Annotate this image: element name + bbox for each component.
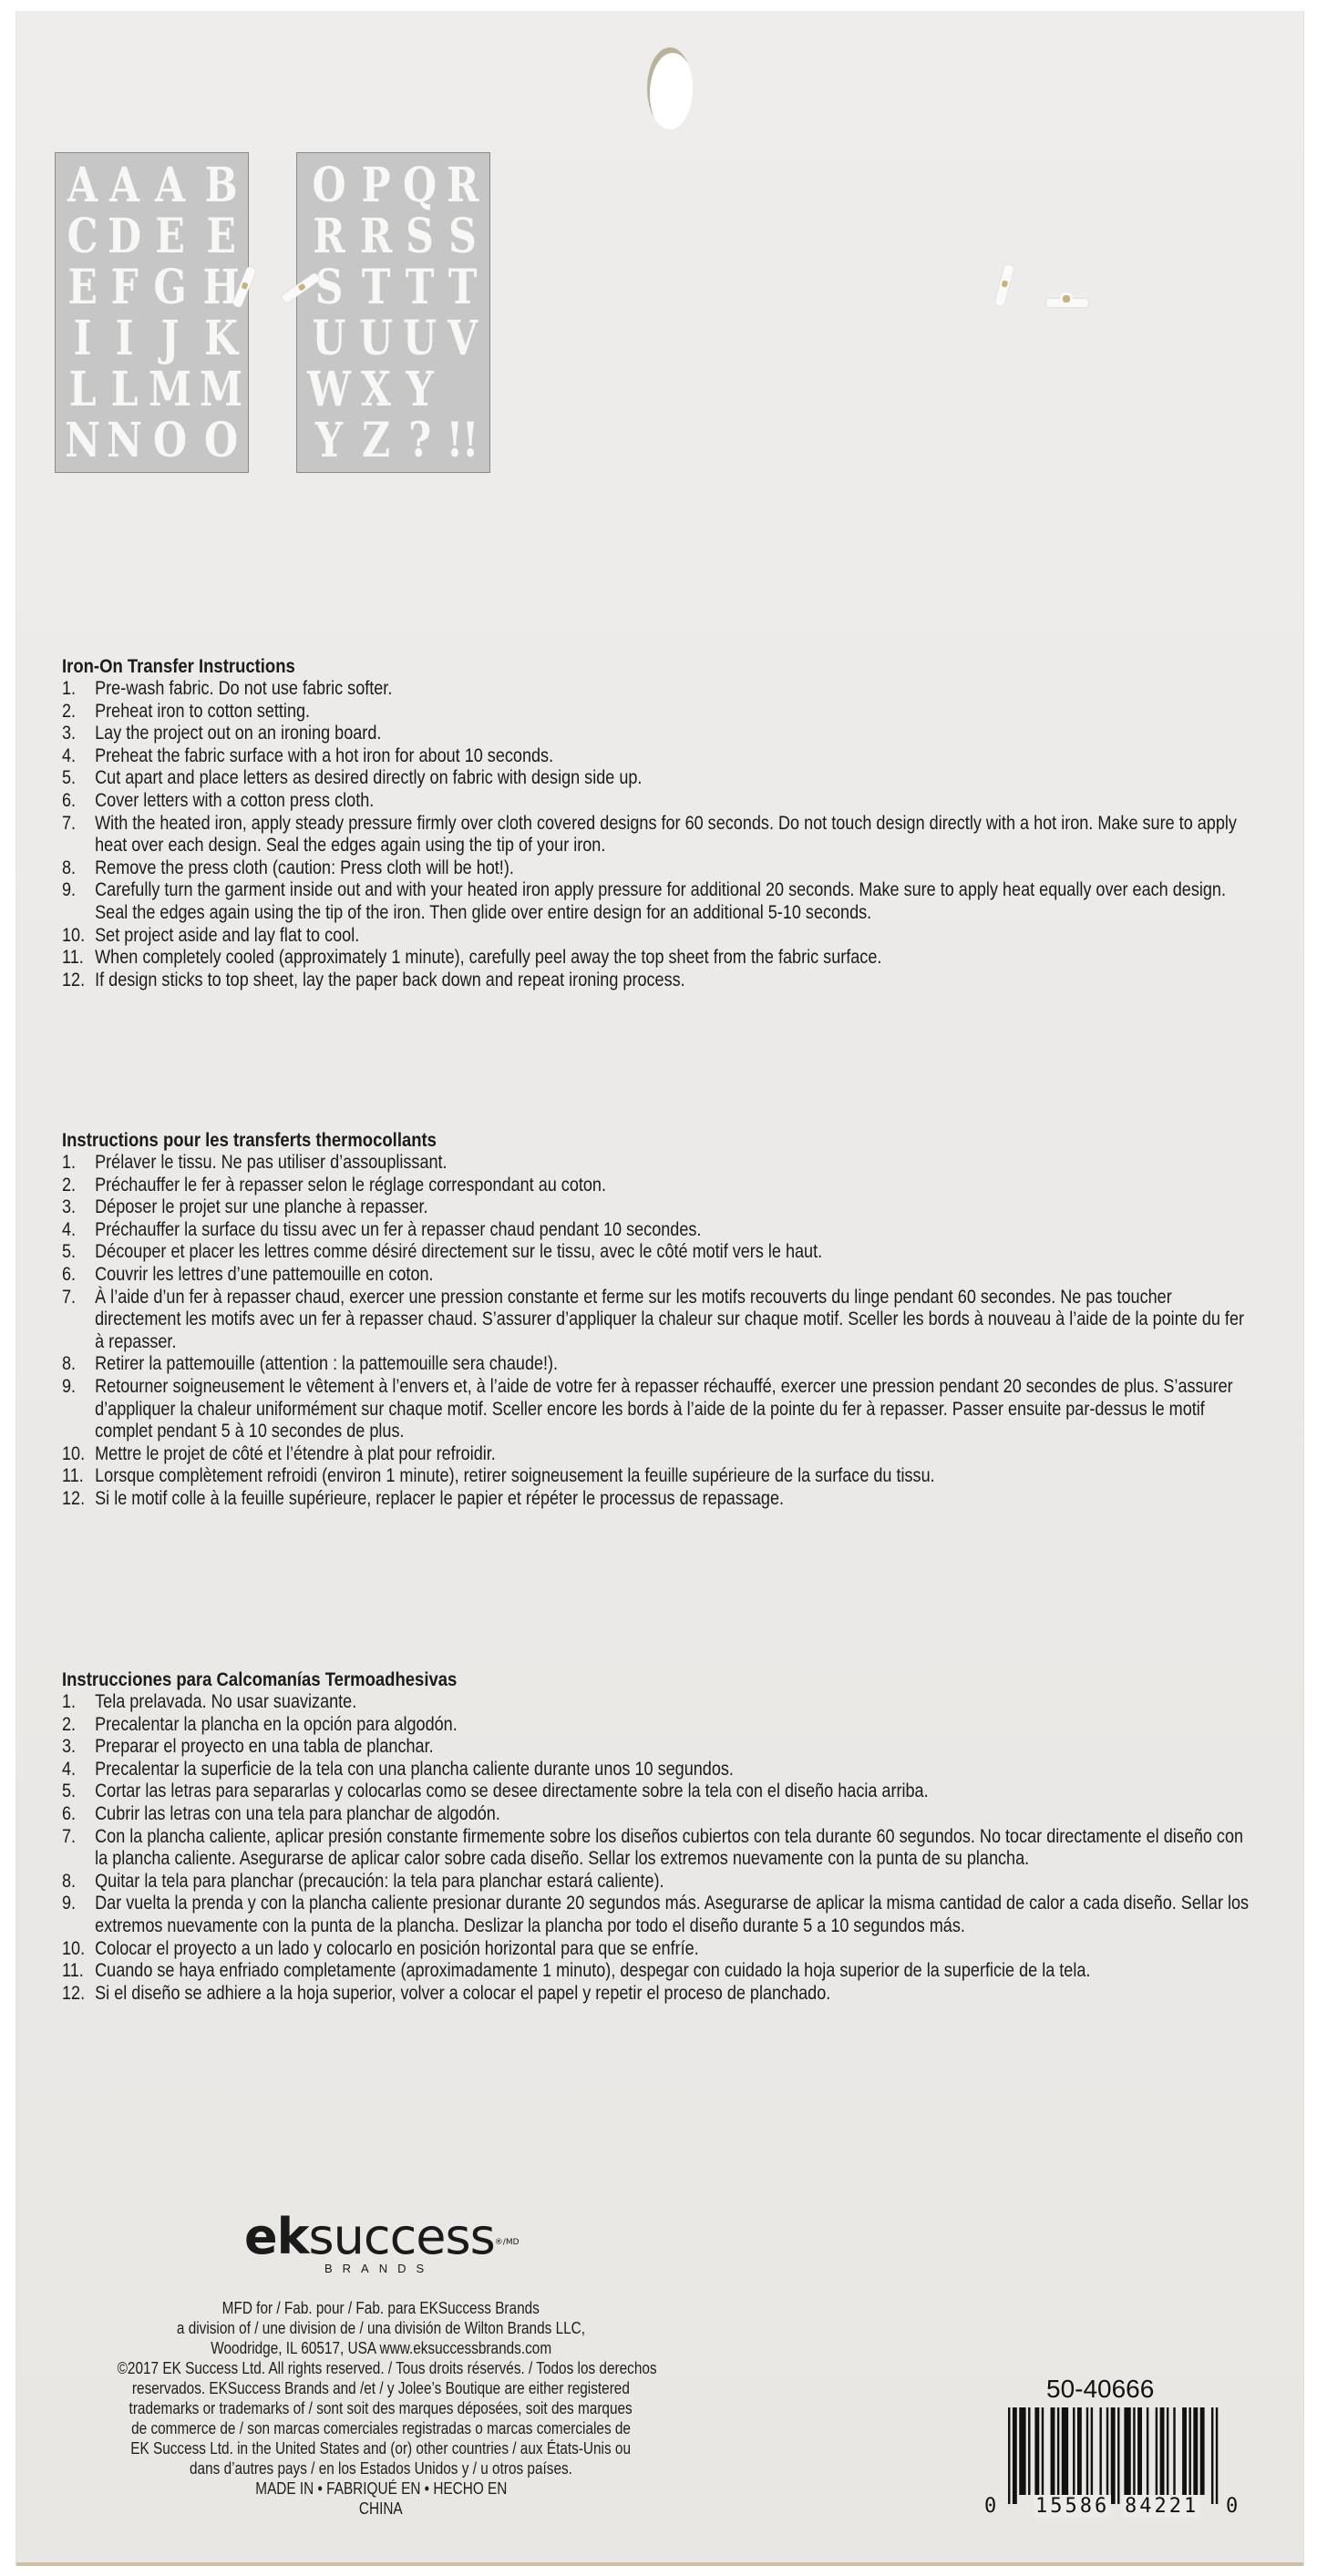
instruction-step bbox=[62, 857, 1256, 880]
letter-glyph: A bbox=[108, 158, 139, 213]
legal-line bbox=[62, 2499, 700, 2519]
step-number: 7. bbox=[62, 812, 77, 834]
plastic-clip-icon bbox=[1046, 299, 1088, 307]
barcode-bar bbox=[1147, 2407, 1148, 2495]
instruction-step bbox=[62, 879, 1256, 924]
instructions-english bbox=[62, 654, 1256, 991]
step-number: 4. bbox=[62, 744, 77, 766]
barcode-bar bbox=[1137, 2407, 1142, 2495]
instruction-step bbox=[62, 813, 1256, 857]
step-number: 5. bbox=[62, 1241, 77, 1263]
barcode-bar bbox=[1062, 2407, 1068, 2495]
barcode-bar bbox=[1099, 2407, 1101, 2495]
step-number: 9. bbox=[62, 1893, 77, 1914]
step-text: Cortar las letras para separarlas y colocarlas como se desee directamente sobre la tela con el diseño hacia arriba. bbox=[95, 1781, 929, 1802]
step-text: With the heated iron, apply steady pressure firmly over cloth covered designs for 60 seconds. Do not touch design directly with a hot iron. Make sure to apply heat over each design. Seal the edges again using the tip of your iron. bbox=[95, 812, 1237, 857]
step-text: Preheat iron to cotton setting. bbox=[95, 700, 311, 722]
legal-line bbox=[62, 2438, 700, 2458]
step-number: 11. bbox=[62, 1465, 84, 1487]
upc-group-2: 84221 bbox=[1125, 2495, 1199, 2518]
letter-glyph: M bbox=[199, 362, 242, 417]
step-number: 10. bbox=[62, 1937, 86, 1959]
eksuccess-logo bbox=[244, 2208, 520, 2275]
instruction-step bbox=[62, 1960, 1256, 1983]
upc-group-1: 15586 bbox=[1035, 2495, 1110, 2518]
barcode-bar bbox=[1193, 2407, 1198, 2495]
letter-glyph: L bbox=[68, 362, 95, 417]
step-number: 3. bbox=[62, 1196, 77, 1218]
instruction-step bbox=[62, 1983, 1256, 2006]
barcode-bar bbox=[1034, 2407, 1039, 2495]
legal-line-text: CHINA bbox=[359, 2499, 403, 2518]
letter-glyph: Y bbox=[314, 413, 342, 468]
barcode-bar bbox=[1156, 2407, 1158, 2495]
upc-left-digit: 0 bbox=[984, 2495, 997, 2518]
step-number: 3. bbox=[62, 1736, 77, 1758]
legal-line bbox=[62, 2318, 700, 2338]
logo-wordmark bbox=[244, 2208, 520, 2265]
barcode-bar bbox=[1117, 2407, 1119, 2504]
step-text: Precalentar la superficie de la tela con una plancha caliente durante unos 10 segundos. bbox=[95, 1758, 734, 1780]
barcode-bar bbox=[1111, 2407, 1116, 2504]
registered-mark: ®/MD bbox=[494, 2238, 520, 2247]
barcode-bar bbox=[1028, 2407, 1030, 2495]
instruction-step bbox=[62, 1759, 1256, 1781]
letter-glyph: K bbox=[203, 311, 237, 366]
barcode-bar bbox=[1200, 2407, 1205, 2495]
step-text: Découper et placer les lettres comme désiré directement sur le tissu, avec le côté motif vers le haut. bbox=[95, 1241, 823, 1263]
barcode-bar bbox=[1106, 2407, 1108, 2504]
step-text: À l’aide d’un fer à repasser chaud, exercer une pression constante et ferme sur les motifs recouverts du linge pendant 60 secondes. Ne pas toucher directement les motifs avec un fer à repasser chaud. S’assurer d’appliquer la chaleur sur chaque motif. Sceller les bords à nouveau à l’aide de la pointe du fer à repasser. bbox=[95, 1286, 1245, 1352]
step-text: Retourner soigneusement le vêtement à l’envers et, à l’aide de votre fer à repasser réchauffé, exercer une pression pendant 20 secondes de plus. S’assurer d’appliquer la chaleur uniformément sur chaque motif. Sceller encore les bords à l’aide de la pointe du fer à repasser. Passer ensuite par-dessus le motif complet pendant 5 à 10 secondes de plus. bbox=[95, 1375, 1233, 1442]
step-text: Cover letters with a cotton press cloth. bbox=[95, 789, 375, 811]
step-number: 7. bbox=[62, 1286, 77, 1308]
letter-glyph: Z bbox=[362, 413, 389, 468]
letter-glyph: H bbox=[202, 260, 238, 315]
legal-line bbox=[62, 2338, 700, 2358]
section-title: Iron-On Transfer Instructions bbox=[62, 655, 295, 677]
step-number: 10. bbox=[62, 924, 86, 946]
step-number: 3. bbox=[62, 723, 77, 744]
letter-glyph: V bbox=[448, 311, 477, 366]
step-number: 1. bbox=[62, 1691, 77, 1712]
letter-glyph: D bbox=[107, 209, 139, 264]
letter-glyph: T bbox=[448, 260, 477, 315]
step-text: Cut apart and place letters as desired directly on fabric with design side up. bbox=[95, 767, 643, 789]
barcode-bar bbox=[1086, 2407, 1088, 2495]
instruction-list bbox=[62, 1152, 1256, 1511]
step-text: Carefully turn the garment inside out and with your heated iron apply pressure for additional 20 seconds. Make sure to apply heat equally over each design. Seal the edges again using the tip of the iron. Then glide over entire design for an additional 5-10 seconds. bbox=[95, 879, 1226, 923]
upc-right-digit: 0 bbox=[1226, 2495, 1239, 2518]
letter-glyph: A bbox=[155, 158, 184, 213]
step-text: Prélaver le tissu. Ne pas utiliser d’assouplissant. bbox=[95, 1152, 448, 1173]
barcode-bar bbox=[1133, 2407, 1135, 2495]
instruction-step bbox=[62, 1443, 1256, 1466]
letter-glyph bbox=[445, 364, 480, 416]
letter-glyph: Q bbox=[402, 158, 436, 213]
letter-glyph: R bbox=[360, 209, 392, 264]
instruction-step bbox=[62, 790, 1256, 813]
barcode-bar bbox=[1077, 2407, 1082, 2495]
instruction-step bbox=[62, 745, 1256, 768]
letter-glyph: G bbox=[153, 260, 186, 315]
letter-glyph: O bbox=[312, 158, 345, 213]
letter-glyph: S bbox=[448, 209, 476, 264]
letter-glyph: M bbox=[149, 362, 190, 417]
step-number: 12. bbox=[62, 969, 86, 990]
step-text: When completely cooled (approximately 1 minute), carefully peel away the top sheet from the fabric surface. bbox=[95, 947, 882, 969]
instruction-step bbox=[62, 1353, 1256, 1376]
step-text: Colocar el proyecto a un lado y colocarlo en posición horizontal para que se enfríe. bbox=[95, 1937, 699, 1959]
legal-line-text: EK Success Ltd. in the United States and (or) other countries / aux États-Unis ou bbox=[130, 2438, 632, 2458]
legal-line bbox=[62, 2358, 700, 2378]
instruction-step bbox=[62, 1714, 1256, 1737]
hang-hole bbox=[647, 47, 693, 129]
letter-glyph: ? bbox=[408, 413, 430, 468]
legal-line bbox=[62, 2479, 700, 2499]
step-text: Lorsque complètement refroidi (environ 1 minute), retirer soigneusement la feuille supérieure de la surface du tissu. bbox=[95, 1465, 935, 1487]
instruction-step bbox=[62, 1781, 1256, 1803]
letter-glyph: T bbox=[362, 260, 390, 315]
instruction-step bbox=[62, 1826, 1256, 1871]
instruction-step bbox=[62, 1241, 1256, 1264]
legal-line-text: MFD for / Fab. pour / Fab. para EKSuccess Brands bbox=[221, 2298, 540, 2317]
letter-glyph: !! bbox=[447, 413, 478, 468]
step-number: 12. bbox=[62, 1982, 86, 2004]
step-number: 9. bbox=[62, 879, 77, 901]
section-title: Instructions pour les transferts thermocollants bbox=[62, 1129, 437, 1151]
instruction-step bbox=[62, 701, 1256, 724]
letter-glyph: I bbox=[73, 311, 90, 366]
legal-line bbox=[62, 2398, 700, 2418]
step-number: 11. bbox=[62, 1960, 84, 1982]
letter-glyph: B bbox=[204, 158, 236, 213]
step-number: 5. bbox=[62, 1781, 77, 1802]
instruction-step bbox=[62, 1871, 1256, 1894]
step-text: Quitar la tela para planchar (precaución: la tela para planchar estará caliente). bbox=[95, 1870, 664, 1892]
barcode-bar bbox=[1013, 2407, 1017, 2504]
instruction-step bbox=[62, 1893, 1256, 1937]
letter-glyph: A bbox=[67, 158, 97, 213]
step-number: 4. bbox=[62, 1218, 77, 1240]
step-text: Déposer le projet sur une planche à repasser. bbox=[95, 1196, 428, 1218]
letter-glyph: E bbox=[155, 209, 184, 264]
letter-glyph: T bbox=[405, 260, 433, 315]
letter-glyph: X bbox=[361, 362, 390, 417]
step-number: 4. bbox=[62, 1758, 77, 1780]
instruction-step bbox=[62, 970, 1256, 992]
instruction-step bbox=[62, 1938, 1256, 1961]
step-text: Pre-wash fabric. Do not use fabric softer. bbox=[95, 678, 393, 699]
logo-ek: ek bbox=[244, 2208, 309, 2265]
barcode-bar bbox=[1211, 2407, 1213, 2504]
legal-line bbox=[62, 2418, 700, 2438]
legal-line-text: MADE IN • FABRIQUÉ EN • HECHO EN bbox=[254, 2479, 508, 2498]
instruction-step bbox=[62, 1219, 1256, 1242]
letter-glyph: L bbox=[110, 362, 137, 417]
step-text: Si le motif colle à la feuille supérieure, replacer le papier et répéter le processus de repassage. bbox=[95, 1487, 785, 1509]
legal-line bbox=[62, 2458, 700, 2479]
barcode-bar bbox=[1042, 2407, 1044, 2495]
step-number: 11. bbox=[62, 947, 84, 969]
letter-sheet-1 bbox=[55, 152, 249, 473]
letter-glyph: U bbox=[402, 311, 436, 366]
letter-glyph: W bbox=[307, 362, 350, 417]
barcode-bar bbox=[1173, 2407, 1175, 2495]
step-text: Retirer la pattemouille (attention : la pattemouille sera chaude!). bbox=[95, 1353, 559, 1375]
step-text: Preheat the fabric surface with a hot iron for about 10 seconds. bbox=[95, 744, 554, 766]
letter-glyph: J bbox=[160, 311, 179, 366]
instruction-step bbox=[62, 1376, 1256, 1443]
legal-line-text: dans d’autres pays / en los Estados Unidos y / u otros países. bbox=[190, 2458, 572, 2478]
step-number: 6. bbox=[62, 789, 77, 811]
step-number: 2. bbox=[62, 700, 77, 722]
barcode-bar bbox=[1160, 2407, 1165, 2495]
step-text: Tela prelavada. No usar suavizante. bbox=[95, 1691, 357, 1712]
letter-glyph: C bbox=[67, 209, 97, 264]
instruction-step bbox=[62, 1175, 1256, 1197]
letter-glyph: S bbox=[406, 209, 433, 264]
instruction-step bbox=[62, 1736, 1256, 1759]
step-number: 1. bbox=[62, 678, 77, 699]
instruction-step bbox=[62, 1803, 1256, 1826]
legal-line-text: trademarks or trademarks of / sont soit des marques déposées, soit des marques bbox=[129, 2398, 633, 2417]
instruction-step bbox=[62, 947, 1256, 970]
step-text: Set project aside and lay flat to cool. bbox=[95, 924, 360, 946]
barcode-bar bbox=[1188, 2407, 1190, 2495]
letter-glyph: I bbox=[115, 311, 132, 366]
legal-line-text: de commerce de / son marcas comerciales registradas o marcas comerciales de bbox=[131, 2418, 631, 2437]
instruction-step bbox=[62, 1465, 1256, 1488]
letter-glyph: E bbox=[205, 209, 234, 264]
step-text: Si el diseño se adhiere a la hoja superior, volver a colocar el papel y repetir el proceso de planchado. bbox=[95, 1982, 831, 2004]
step-number: 8. bbox=[62, 1353, 77, 1375]
logo-success: success bbox=[308, 2208, 495, 2265]
barcode-bars bbox=[1003, 2407, 1221, 2504]
legal-line bbox=[62, 2298, 700, 2318]
logo-subtitle: BRANDS bbox=[324, 2262, 435, 2275]
barcode-bar bbox=[1216, 2407, 1218, 2504]
step-number: 10. bbox=[62, 1442, 86, 1464]
step-number: 7. bbox=[62, 1825, 77, 1847]
letter-glyph: E bbox=[67, 260, 97, 315]
barcode-bar bbox=[1167, 2407, 1168, 2495]
legal-line-text: a division of / une division de / una división de Wilton Brands LLC, bbox=[176, 2318, 586, 2337]
barcode-bar bbox=[1091, 2407, 1093, 2495]
step-text: Preparar el proyecto en una tabla de planchar. bbox=[95, 1736, 434, 1758]
letter-glyph: U bbox=[312, 311, 345, 366]
step-text: Lay the project out on an ironing board. bbox=[95, 723, 382, 744]
step-number: 8. bbox=[62, 1870, 77, 1892]
step-text: Cuando se haya enfriado completamente (aproximadamente 1 minuto), despegar con cuidado la hoja superior de la superficie de la tela. bbox=[95, 1960, 1091, 1982]
instruction-step bbox=[62, 1152, 1256, 1175]
instruction-list bbox=[62, 678, 1256, 991]
instruction-step bbox=[62, 1196, 1256, 1219]
upc-barcode bbox=[1003, 2407, 1221, 2504]
letter-glyph: O bbox=[203, 413, 237, 468]
barcode-bar bbox=[1073, 2407, 1075, 2495]
instruction-step bbox=[62, 1264, 1256, 1287]
step-number: 8. bbox=[62, 857, 77, 878]
step-text: Couvrir les lettres d’une pattemouille en coton. bbox=[95, 1263, 434, 1285]
step-number: 2. bbox=[62, 1174, 77, 1196]
step-number: 2. bbox=[62, 1713, 77, 1735]
step-text: Cubrir las letras con una tela para planchar de algodón. bbox=[95, 1802, 500, 1824]
letter-glyph: F bbox=[109, 260, 137, 315]
letter-glyph: R bbox=[313, 209, 345, 264]
step-number: 6. bbox=[62, 1802, 77, 1824]
step-number: 12. bbox=[62, 1487, 86, 1509]
letter-glyph: U bbox=[359, 311, 392, 366]
step-number: 9. bbox=[62, 1375, 77, 1397]
legal-line-text: Woodridge, IL 60517, USA www.eksuccessbrands.com bbox=[211, 2338, 551, 2357]
legal-text bbox=[62, 2298, 700, 2519]
step-text: Mettre le projet de côté et l’étendre à plat pour refroidir. bbox=[95, 1442, 496, 1464]
legal-line-text: reservados. EKSuccess Brands and /et / y Jolee’s Boutique are either registered bbox=[132, 2378, 630, 2397]
instruction-step bbox=[62, 678, 1256, 701]
barcode-bar bbox=[1057, 2407, 1059, 2495]
instruction-step bbox=[62, 1691, 1256, 1714]
instruction-step bbox=[62, 767, 1256, 790]
instructions-spanish bbox=[62, 1668, 1256, 2005]
sku-number: 50-40666 bbox=[1046, 2375, 1155, 2403]
section-title: Instrucciones para Calcomanías Termoadhesivas bbox=[62, 1668, 458, 1690]
letter-glyph: O bbox=[153, 413, 186, 468]
letter-glyph: N bbox=[65, 413, 99, 468]
barcode-bar bbox=[1008, 2407, 1010, 2504]
instructions-french bbox=[62, 1128, 1256, 1511]
barcode-bar bbox=[1124, 2407, 1130, 2495]
step-number: 1. bbox=[62, 1152, 77, 1173]
letter-glyph: Y bbox=[406, 362, 433, 417]
letter-glyph: R bbox=[447, 158, 478, 213]
step-text: Préchauffer le fer à repasser selon le réglage correspondant au coton. bbox=[95, 1174, 607, 1196]
letter-glyph: S bbox=[314, 260, 342, 315]
step-text: Precalentar la plancha en la opción para algodón. bbox=[95, 1713, 458, 1735]
barcode-bar bbox=[1051, 2407, 1055, 2495]
step-number: 5. bbox=[62, 767, 77, 789]
instruction-list bbox=[62, 1691, 1256, 2005]
letter-glyph: P bbox=[361, 158, 390, 213]
instruction-step bbox=[62, 1287, 1256, 1354]
legal-line-text: ©2017 EK Success Ltd. All rights reserved. / Tous droits réservés. / Todos los derechos bbox=[117, 2358, 657, 2377]
barcode-bar bbox=[1019, 2407, 1025, 2495]
letter-glyph: N bbox=[106, 413, 140, 468]
step-number: 6. bbox=[62, 1263, 77, 1285]
instruction-step bbox=[62, 723, 1256, 745]
letter-sheet-2 bbox=[296, 152, 490, 473]
instruction-step bbox=[62, 925, 1256, 948]
step-text: If design sticks to top sheet, lay the paper back down and repeat ironing process. bbox=[95, 969, 685, 990]
step-text: Dar vuelta la prenda y con la plancha caliente presionar durante 20 segundos más. Asegurarse de aplicar la misma cantidad de calor a cada diseño. Sellar los extremos nuevamente con la punta de la plancha. Deslizar la plancha por todo el diseño durante 5 a 10 segundos más. bbox=[95, 1893, 1250, 1936]
step-text: Remove the press cloth (caution: Press cloth will be hot!). bbox=[95, 857, 514, 878]
barcode-bar bbox=[1182, 2407, 1187, 2495]
legal-line bbox=[62, 2378, 700, 2398]
step-text: Préchauffer la surface du tissu avec un fer à repasser chaud pendant 10 secondes. bbox=[95, 1218, 702, 1240]
step-text: Con la plancha caliente, aplicar presión constante firmemente sobre los diseños cubiertos con tela durante 60 segundos. No tocar directamente el diseño con la plancha caliente. Asegurarse de aplicar calor sobre cada diseño. Sellar los extremos nuevamente con la punta de su plancha. bbox=[95, 1825, 1244, 1870]
instruction-step bbox=[62, 1488, 1256, 1511]
